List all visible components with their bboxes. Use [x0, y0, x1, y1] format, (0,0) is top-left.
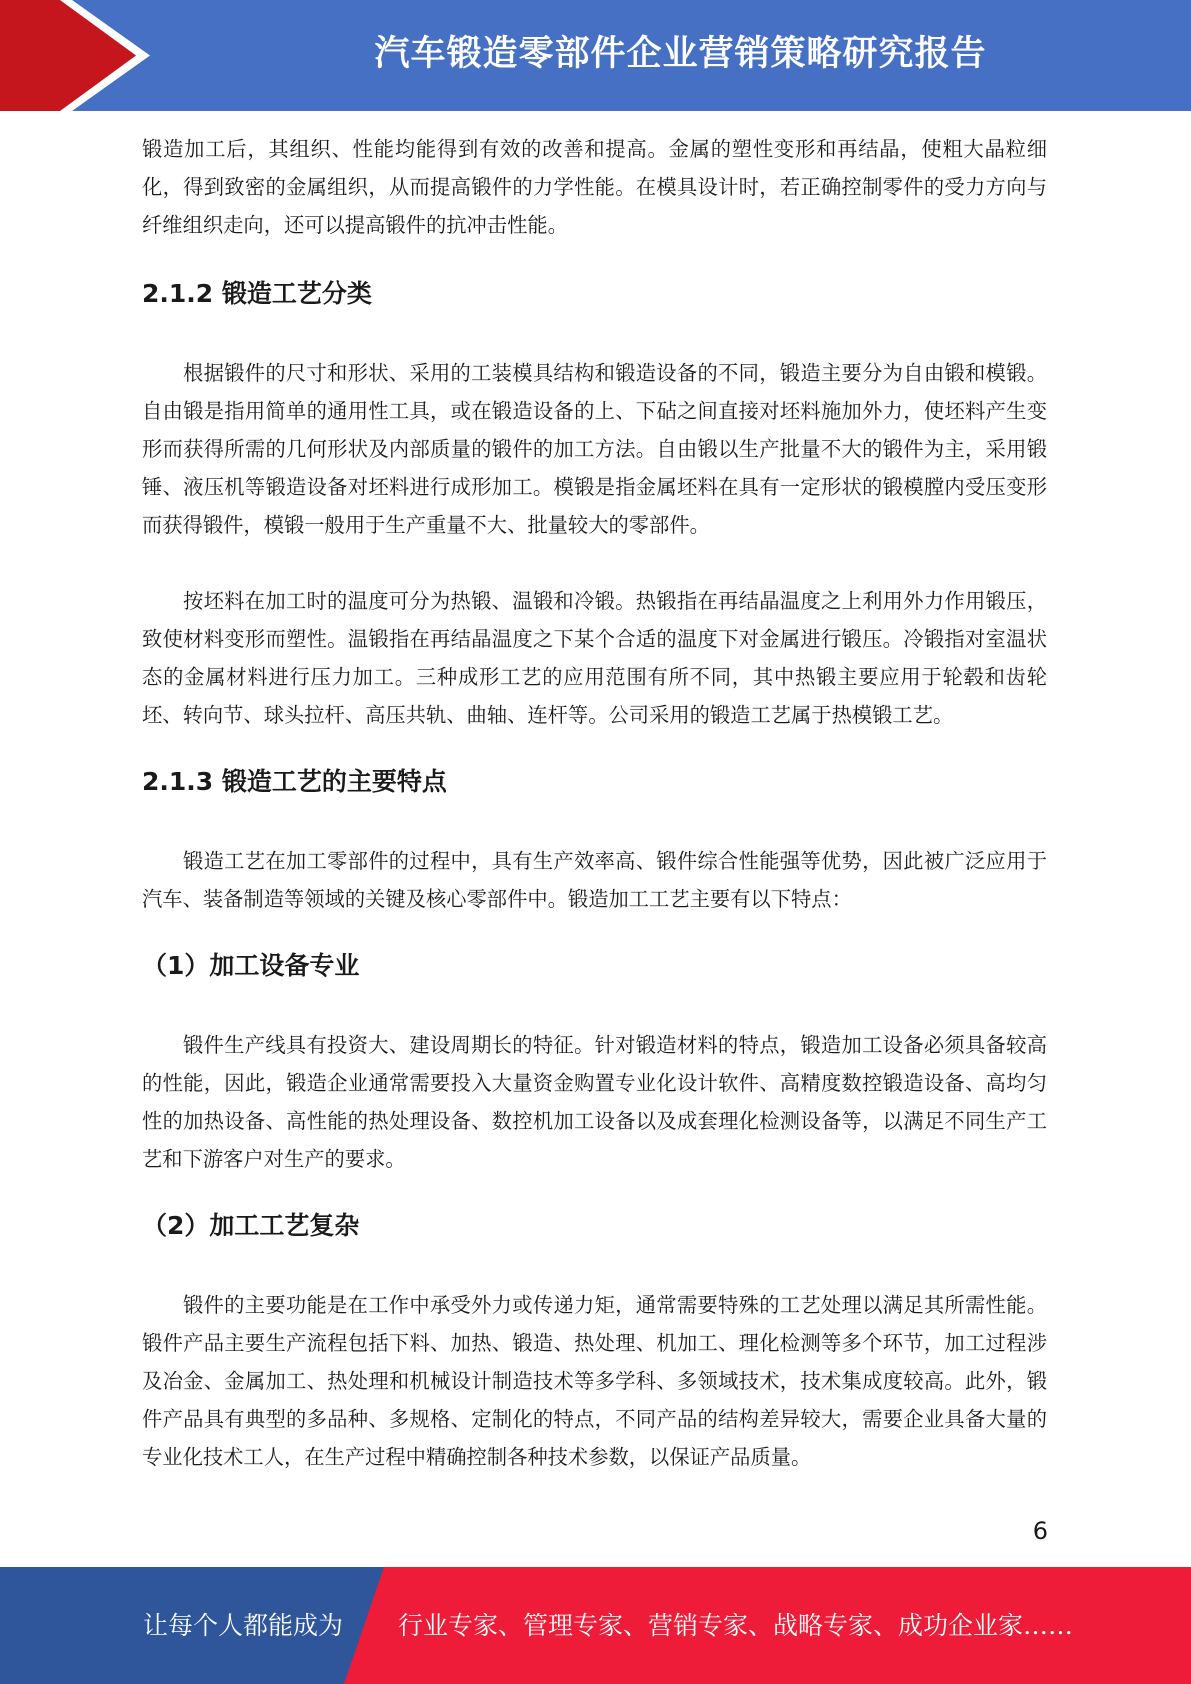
- footer-slogan-left: 让每个人都能成为: [143, 1611, 344, 1640]
- paragraph-process: 锻件的主要功能是在工作中承受外力或传递力矩，通常需要特殊的工艺处理以满足其所需性能。锻件产品主要生产流程包括下料、加热、锻造、热处理、机加工、理化检测等多个环节，加工过程涉及冶金、金属加工、热处理和机械设计制造技术等多学科、多领域技术，技术集成度较高。此外，锻件产品具有典型的多品种、多规格、定制化的特点，不同产品的结构差异较大，需要企业具备大量的专业化技术工人，在生产过程中精确控制各种技术参数，以保证产品质量。: [142, 1293, 1047, 1469]
- page-content: [142, 130, 1047, 1476]
- section-heading-2-1-2: 2.1.2 锻造工艺分类: [142, 279, 372, 308]
- page-number: 6: [1032, 1517, 1048, 1545]
- paragraph-intro: 锻造加工后，其组织、性能均能得到有效的改善和提高。金属的塑性变形和再结晶，使粗大晶粒细化，得到致密的金属组织，从而提高锻件的力学性能。在模具设计时，若正确控制零件的受力方向与纤维组织走向，还可以提高锻件的抗冲击性能。: [142, 137, 1047, 237]
- subheading-process: （2）加工工艺复杂: [142, 1211, 360, 1240]
- page-footer: [0, 1567, 1191, 1684]
- paragraph-forging-temperature: 按坯料在加工时的温度可分为热锻、温锻和冷锻。热锻指在再结晶温度之上利用外力作用锻压，致使材料变形而塑性。温锻指在再结晶温度之下某个合适的温度下对金属进行锻压。冷锻指对室温状态的金属材料进行压力加工。三种成形工艺的应用范围有所不同，其中热锻主要应用于轮毂和齿轮坯、转向节、球头拉杆、高压共轨、曲轴、连杆等。公司采用的锻造工艺属于热模锻工艺。: [142, 589, 1047, 727]
- header-chevron-icon: [0, 0, 160, 111]
- paragraph-forging-classification: 根据锻件的尺寸和形状、采用的工装模具结构和锻造设备的不同，锻造主要分为自由锻和模锻。自由锻是指用简单的通用性工具，或在锻造设备的上、下砧之间直接对坯料施加外力，使坯料产生变形而获得所需的几何形状及内部质量的锻件的加工方法。自由锻以生产批量不大的锻件为主，采用锻锤、液压机等锻造设备对坯料进行成形加工。模锻是指金属坯料在具有一定形状的锻模膛内受压变形而获得锻件，模锻一般用于生产重量不大、批量较大的零部件。: [142, 361, 1047, 537]
- paragraph-forging-features: 锻造工艺在加工零部件的过程中，具有生产效率高、锻件综合性能强等优势，因此被广泛应用于汽车、装备制造等领域的关键及核心零部件中。锻造加工工艺主要有以下特点：: [142, 849, 1047, 911]
- subheading-equipment: （1）加工设备专业: [142, 951, 360, 980]
- page-header: [0, 0, 1191, 111]
- footer-slogan-right: 行业专家、管理专家、营销专家、战略专家、成功企业家……: [398, 1611, 1074, 1640]
- header-title: 汽车锻造零部件企业营销策略研究报告: [374, 34, 987, 74]
- paragraph-equipment: 锻件生产线具有投资大、建设周期长的特征。针对锻造材料的特点，锻造加工设备必须具备较高的性能，因此，锻造企业通常需要投入大量资金购置专业化设计软件、高精度数控锻造设备、高均匀性的加热设备、高性能的热处理设备、数控机加工设备以及成套理化检测设备等，以满足不同生产工艺和下游客户对生产的要求。: [142, 1033, 1047, 1171]
- section-heading-2-1-3: 2.1.3 锻造工艺的主要特点: [142, 767, 447, 796]
